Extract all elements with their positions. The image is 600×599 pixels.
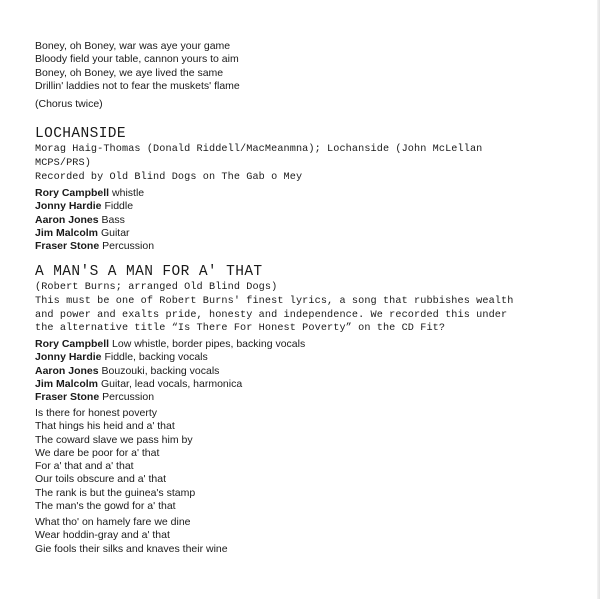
musician-name: Fraser Stone [35, 391, 100, 404]
musician-line [35, 240, 154, 253]
verse-line: The rank is but the guinea's stamp [35, 486, 196, 499]
musician-line [35, 391, 305, 404]
musician-role: whistle [112, 187, 145, 199]
musician-role: Guitar [100, 226, 130, 239]
musician-role: Bass [101, 213, 125, 226]
verse-line: What tho' on hamely fare we dine [35, 516, 191, 528]
musician-name: Jim Malcolm [35, 226, 99, 239]
verse-line: The man's the gowd for a' that [35, 500, 176, 513]
verse-line: Wear hoddin-gray and a' that [35, 529, 170, 542]
musician-line [35, 378, 305, 391]
musician-name: Jonny Hardie [35, 351, 102, 364]
song-title-a-mans-a-man: A MAN'S A MAN FOR A' THAT [35, 264, 263, 280]
musician-line [35, 187, 154, 200]
verse-line: Is there for honest poverty [35, 407, 157, 419]
musician-name: Aaron Jones [35, 364, 99, 377]
musician-role: Bouzouki, backing vocals [101, 364, 220, 377]
verse-line: Our toils obscure and a' that [35, 473, 166, 486]
man-credits [35, 281, 513, 336]
credit-line: MCPS/PRS) [35, 157, 91, 169]
musician-line [35, 351, 305, 364]
credit-line: Morag Haig-Thomas (Donald Riddell/MacMeanmna); Lochanside (John McLellan [35, 144, 483, 155]
credit-line: This must be one of Robert Burns' finest lyrics, a song that rubbishes wealth [35, 295, 514, 307]
verse-line: Boney, oh Boney, war was aye your game [35, 40, 231, 52]
musician-role: Percussion [102, 391, 155, 404]
verse-line: The coward slave we pass him by [35, 433, 193, 446]
lochanside-credits [35, 143, 482, 184]
verse-top [35, 40, 240, 93]
chorus-note: (Chorus twice) [35, 98, 103, 110]
credit-line: the alternative title “Is There For Honest Poverty” on the CD Fit? [35, 323, 446, 335]
musician-name: Fraser Stone [35, 240, 100, 253]
song-title-lochanside: LOCHANSIDE [35, 126, 127, 142]
lochanside-musicians [35, 187, 154, 253]
musician-role: Fiddle [104, 200, 134, 213]
musician-role: Percussion [102, 240, 155, 253]
man-verse-2 [35, 516, 228, 556]
musician-role: Fiddle, backing vocals [104, 351, 208, 364]
musician-name: Jonny Hardie [35, 200, 102, 213]
musician-role: Low whistle, border pipes, backing vocals [112, 338, 306, 350]
verse-line: Bloody field your table, cannon yours to aim [35, 53, 239, 66]
man-musicians [35, 338, 305, 404]
musician-line [35, 227, 154, 240]
man-verse-1 [35, 407, 195, 513]
verse-line: We dare be poor for a' that [35, 446, 160, 459]
credit-line: and power and exalts pride, honesty and independence. We recorded this under [35, 309, 508, 321]
verse-line: Boney, oh Boney, we aye lived the same [35, 66, 224, 79]
verse-line: Gie fools their silks and knaves their wine [35, 542, 228, 555]
musician-name: Aaron Jones [35, 213, 99, 226]
musician-line [35, 365, 305, 378]
credit-line: (Robert Burns; arranged Old Blind Dogs) [35, 282, 278, 293]
verse-line: Drillin' laddies not to fear the muskets' flame [35, 79, 240, 92]
verse-line: For a' that and a' that [35, 460, 134, 473]
musician-name: Rory Campbell [35, 187, 110, 199]
musician-role: Guitar, lead vocals, harmonica [100, 377, 243, 390]
musician-name: Rory Campbell [35, 338, 110, 350]
musician-line [35, 200, 154, 213]
musician-line [35, 214, 154, 227]
musician-name: Jim Malcolm [35, 377, 99, 390]
credit-line: Recorded by Old Blind Dogs on The Gab o Mey [35, 171, 303, 183]
musician-line [35, 338, 305, 351]
verse-line: That hings his heid and a' that [35, 420, 175, 433]
